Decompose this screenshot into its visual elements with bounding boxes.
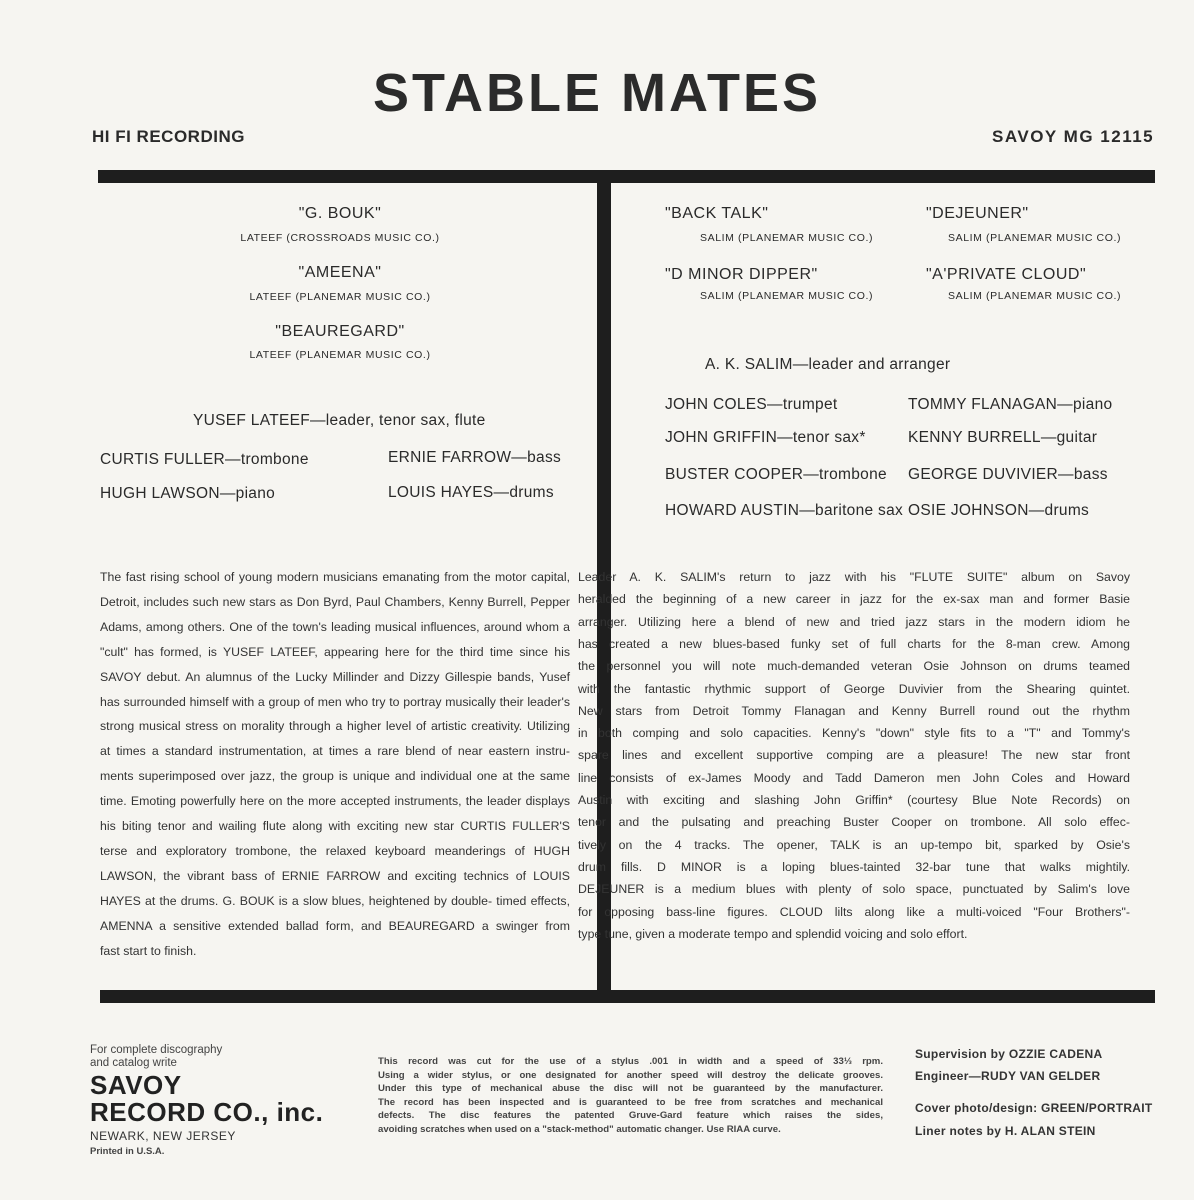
text-line: Adams, among others. One of the town's leading musical influences, around whom a [100,619,570,634]
text-line: SAVOY debut. An alumnus of the Lucky Millinder and Dizzy Gillespie bands, Yusef [100,669,570,684]
discography-line: and catalog write [90,1057,177,1069]
text-line: tenor and the pulsating and preaching Buster Cooper on trombone. All solo effec- [578,815,1130,830]
personnel-item: JOHN GRIFFIN—tenor sax* [665,429,866,446]
track-credit: SALIM (PLANEMAR MUSIC CO.) [948,290,1122,302]
track-title: "D MINOR DIPPER" [665,266,818,283]
text-line: HAYES at the drums. G. BOUK is a slow blues, heightened by double- timed effects, [100,893,570,908]
personnel-item: HUGH LAWSON—piano [100,485,276,502]
text-line: with the fantastic rhythmic support of George Duvivier from the Shearing quintet. [578,681,1130,696]
personnel-item: TOMMY FLANAGAN—piano [908,396,1113,413]
text-line: ments superimposed over jazz, the group is unique and individual one at the same [100,769,570,784]
text-line: avoiding scratches when used on a "stack-method" automatic changer. Use RIAA curve. [378,1124,781,1135]
track-credit: SALIM (PLANEMAR MUSIC CO.) [700,290,874,302]
track-title: "AMEENA" [298,264,382,281]
hi-fi-label: HI FI RECORDING [92,127,245,146]
text-line: LAWSON, the vibrant bass of ERNIE FARROW and exciting technics of LOUIS [100,868,570,883]
text-line: strong musical stress on morality through a higher level of artistic creativity. Utilizing [100,719,570,734]
text-line: for opposing bass-line figures. CLOUD lilts along like a multi-voiced "Four Brothers"- [578,904,1130,919]
company-line: SAVOY [90,1070,182,1100]
text-line: Using a wider stylus, or one designated for another speed will destroy the delicate grooves. [378,1069,883,1081]
text-line: at times a standard instrumentation, at times a rare blend of near eastern instru- [100,744,570,759]
personnel-item: HOWARD AUSTIN—baritone sax [665,502,904,519]
leader-credit: YUSEF LATEEF—leader, tenor sax, flute [193,412,486,429]
track-title: "BEAUREGARD" [275,323,405,340]
text-line: line consists of ex-James Moody and Tadd Dameron men John Coles and Howard [578,770,1130,785]
text-line: in both comping and solo capacities. Kenny's "down" style fits to a "T" and Tommy's [578,726,1130,741]
credit-liner-notes: Liner notes by H. ALAN STEIN [915,1124,1096,1138]
personnel-item: LOUIS HAYES—drums [388,484,554,501]
printed-in: Printed in U.S.A. [90,1146,165,1157]
discography-note [90,1044,222,1070]
company-name [90,1072,323,1126]
company-line: RECORD CO., inc. [90,1097,324,1127]
text-line: New stars from Detroit Tommy Flanagan and Kenny Burrell round out the rhythm [578,703,1130,718]
personnel-item: BUSTER COOPER—trombone [665,466,887,483]
text-line: the personnel you will note much-demanded veteran Osie Johnson on drums teamed [578,659,1130,674]
text-line: defects. The disc features the patented Gruve-Gard feature which raises the sides, [378,1110,883,1122]
company-city: NEWARK, NEW JERSEY [90,1129,236,1143]
personnel-item: GEORGE DUVIVIER—bass [908,466,1108,483]
personnel-item: JOHN COLES—trumpet [665,396,838,413]
text-line: DEJEUNER is a medium blues with plenty of solo space, punctuated by Salim's love [578,882,1130,897]
credit-engineer: Engineer—RUDY VAN GELDER [915,1069,1101,1083]
credit-cover: Cover photo/design: GREEN/PORTRAIT [915,1101,1153,1115]
text-line: Austin with exciting and slashing John Griffin* (courtesy Blue Note Records) on [578,793,1130,807]
personnel-item: CURTIS FULLER—trombone [100,451,309,468]
personnel-item: ERNIE FARROW—bass [388,449,562,466]
text-line: terse and exploratory trombone, the relaxed keyboard meanderings of HUGH [100,843,570,858]
bottom-divider-bar [100,990,1155,1003]
text-line: time. Emoting powerfully here on the more accepted instruments, the leader displays [100,794,570,809]
text-line: AMENNA a sensitive extended ballad form, and BEAUREGARD a swinger from [100,918,570,933]
track-title: "BACK TALK" [665,205,769,222]
text-line: The record has been inspected and is guaranteed to be free from scratches and mechanical [378,1096,883,1108]
personnel-item: KENNY BURRELL—guitar [908,429,1098,446]
credit-supervision: Supervision by OZZIE CADENA [915,1047,1103,1061]
text-line: Under this type of mechanical abuse the disc will not be guaranteed by the manufacturer. [378,1083,883,1095]
track-title: "G. BOUK" [298,205,382,222]
text-line: Leader A. K. SALIM's return to jazz with his "FLUTE SUITE" album on Savoy [578,570,1130,584]
top-divider-bar [98,170,1155,183]
track-credit: LATEEF (PLANEMAR MUSIC CO.) [249,349,431,361]
text-line: type tune, given a moderate tempo and splendid voicing and solo effort. [578,926,968,941]
track-title: "A'PRIVATE CLOUD" [926,266,1087,283]
track-credit: SALIM (PLANEMAR MUSIC CO.) [700,232,874,244]
track-credit: LATEEF (CROSSROADS MUSIC CO.) [240,232,440,244]
text-line: spare lines and excellent supportive comping are a pleasure! The new star front [578,748,1130,763]
track-credit: LATEEF (PLANEMAR MUSIC CO.) [249,291,431,303]
personnel-item: OSIE JOHNSON—drums [908,502,1090,519]
album-title: STABLE MATES [373,63,821,123]
text-line: This record was cut for the use of a stylus .001 in width and a speed of 33⅓ rpm. [378,1056,883,1067]
text-line: his biting tenor and wailing flute along with exciting new star CURTIS FULLER'S [100,819,570,833]
discography-line: For complete discography [90,1044,223,1056]
text-line: "cult" has formed, is YUSEF LATEEF, appearing here for the third time since his [100,644,570,659]
text-line: The fast rising school of young modern musicians emanating from the motor capital, [100,570,570,584]
text-line: fast start to finish. [100,943,197,958]
text-line: tively on the 4 tracks. The opener, TALK is an up-tempo bit, sparked by Osie's [578,837,1130,852]
text-line: Detroit, includes such new stars as Don Byrd, Paul Chambers, Kenny Burrell, Pepper [100,594,570,609]
track-credit: SALIM (PLANEMAR MUSIC CO.) [948,232,1122,244]
text-line: arranger. Utilizing here a blend of new and tried jazz stars in the modern idiom he [578,614,1130,629]
text-line: drum fills. D MINOR is a loping blues-tainted 32-bar tune that walks mightily. [578,859,1130,874]
text-line: has created a new blues-based funky set of full charts for the 8-man crew. Among [578,636,1130,651]
text-line: has surrounded himself with a group of men who try to portray musically their leader's [100,694,570,709]
leader-credit: A. K. SALIM—leader and arranger [705,356,951,373]
track-title: "DEJEUNER" [926,205,1029,222]
text-line: heralded the beginning of a new career in jazz for the ex-sax man and former Basie [578,592,1130,607]
center-divider-bar [597,170,611,1003]
catalog-number: SAVOY MG 12115 [992,127,1155,146]
